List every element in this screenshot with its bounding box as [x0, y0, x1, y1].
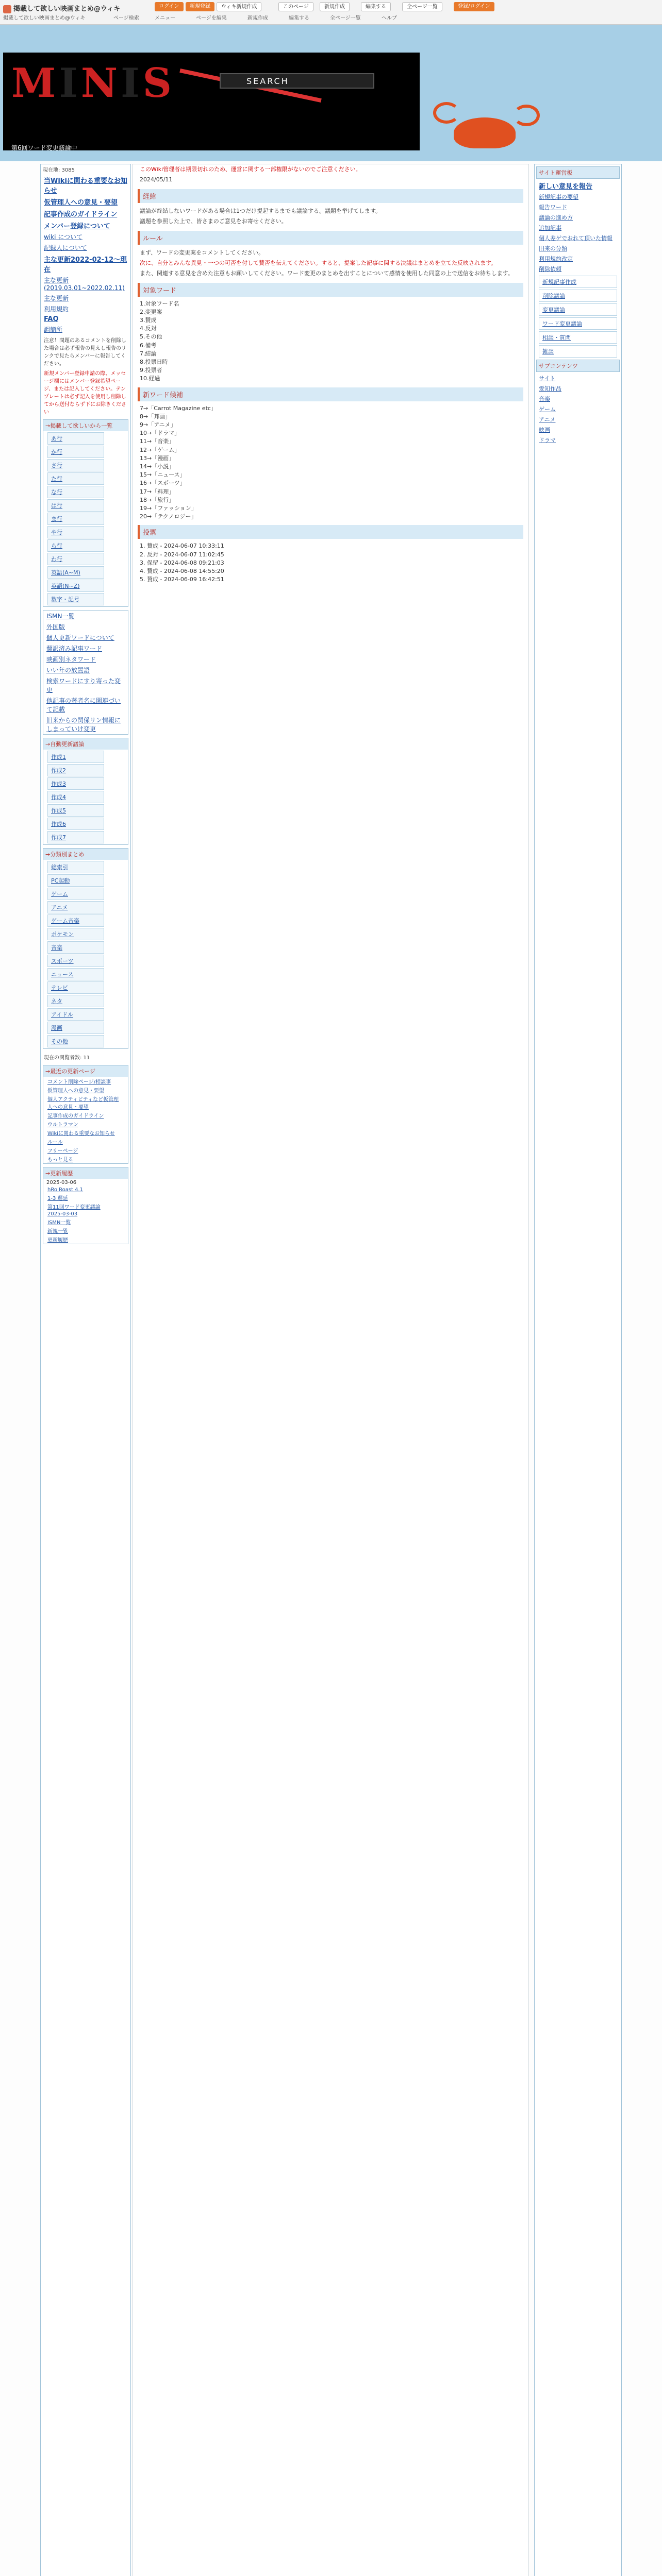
section-by-word-title: →掲載して欲しいから一覧: [43, 420, 128, 431]
cat-game-music[interactable]: ゲーム音楽: [47, 914, 104, 927]
cat-music[interactable]: 音楽: [47, 941, 104, 954]
nav-terms[interactable]: 利用規約: [44, 306, 69, 313]
banner-image: [3, 53, 420, 150]
auto-4[interactable]: 作成4: [47, 791, 104, 803]
section-title-background: 経緯: [138, 189, 523, 203]
candidate-item: 10→「ドラマ」: [140, 430, 180, 437]
recent-item[interactable]: フリーページ: [47, 1148, 78, 1154]
candidate-item: 16→「スポーツ」: [140, 480, 186, 487]
sidebar-note-1: 注意！問題のあるコメントを削除した場合は必ず報告の見えし報告のリンクで見たらメンバーに報告してください。: [44, 338, 126, 367]
section-title-votes: 投票: [138, 525, 523, 539]
target-item: 4.反対: [140, 325, 157, 332]
section-category-title: →分類別まとめ: [43, 849, 128, 860]
recent-item[interactable]: 個人アクティビティなど仮管理人への意見・要望: [47, 1097, 119, 1110]
word-ya[interactable]: や行: [47, 526, 104, 538]
subnav-help[interactable]: ヘルプ: [382, 15, 397, 21]
sub-link-game[interactable]: ゲーム: [539, 406, 556, 413]
candidate-item: 8→「邦画」: [140, 413, 171, 420]
history-item[interactable]: 更新履歴: [47, 1238, 68, 1243]
target-item: 2.変更案: [140, 308, 162, 315]
admin-notice: このWiki管理者は期限切れのため、運営に関する一部権限がないのでご注意ください。: [140, 166, 361, 173]
section-history-title: →更新履歴: [43, 1167, 128, 1179]
nav-about-wiki[interactable]: wiki について: [44, 233, 83, 241]
word-a[interactable]: あ行: [47, 432, 104, 445]
nav-updates-2022[interactable]: 主な更新2022-02-12～現在: [44, 256, 127, 274]
login-button[interactable]: ログイン: [155, 2, 184, 11]
banner-search-band: SEARCH: [220, 73, 374, 89]
misc-personal[interactable]: 個人更新ワードについて: [46, 634, 114, 641]
section-category: [43, 848, 128, 1049]
nav-recorders[interactable]: 記録人について: [44, 244, 87, 251]
misc-related[interactable]: 旧来からの関係リン情報にしまっていけ変更: [46, 717, 121, 733]
targets-list: [140, 300, 521, 383]
misc-old[interactable]: いい年の放置語: [46, 667, 90, 674]
word-en-am[interactable]: 英語(A~M): [47, 566, 104, 579]
recent-more-link[interactable]: もっと見る: [47, 1157, 73, 1163]
vote-item: 1. 賛成 - 2024-06-07 10:33:11: [140, 543, 224, 550]
history-date: 2025-03-06: [46, 1180, 77, 1185]
recent-item[interactable]: Wikiに関わる重要なお知らせ: [47, 1131, 115, 1137]
old-categories-link[interactable]: 旧来の分類: [539, 245, 567, 252]
recent-item[interactable]: 記事作成のガイドライン: [47, 1113, 104, 1119]
edit-button[interactable]: 編集する: [361, 2, 391, 11]
cat-sports[interactable]: スポーツ: [47, 955, 104, 967]
word-ma[interactable]: ま行: [47, 513, 104, 525]
history-item[interactable]: 第11回ワード変更議論: [47, 1205, 101, 1210]
page-date: 2024/05/11: [140, 176, 173, 183]
cat-index[interactable]: 総索引: [47, 861, 104, 873]
word-en-nz[interactable]: 英語(N~Z): [47, 580, 104, 592]
misc-foreign[interactable]: 外国版: [46, 623, 65, 631]
candidates-list: [140, 404, 521, 521]
recent-item[interactable]: ルール: [47, 1140, 63, 1145]
personal-info-link[interactable]: 個人差ゲでおれて頂いた情報: [539, 235, 613, 242]
top-bar: [0, 0, 662, 25]
right-sidebar-sub-header: サブコンテンツ: [536, 360, 620, 372]
cat-idol[interactable]: アイドル: [47, 1008, 104, 1021]
sub-link-drama[interactable]: ドラマ: [539, 437, 556, 444]
sub-link-works[interactable]: 愛知作品: [539, 385, 561, 392]
chat-link[interactable]: 雑談: [539, 345, 617, 358]
word-sa[interactable]: さ行: [47, 459, 104, 471]
cat-manga[interactable]: 漫画: [47, 1022, 104, 1034]
right-sidebar: [534, 164, 622, 2576]
recent-item[interactable]: ウルトラマン: [47, 1122, 78, 1128]
candidate-item: 19→「ファッション」: [140, 505, 197, 512]
how-to-discuss-link[interactable]: 議論の進め方: [539, 214, 573, 221]
subnav-all-pages[interactable]: 全ページ一覧: [330, 15, 361, 21]
section-rules-text: まず、ワードの変更案をコメントしてください。: [140, 249, 264, 256]
sub-link-site[interactable]: サイト: [539, 375, 556, 382]
register-button[interactable]: 新規登録: [186, 2, 214, 11]
right-sidebar-header: サイト運営板: [536, 166, 620, 179]
cat-anime[interactable]: アニメ: [47, 901, 104, 913]
auto-2[interactable]: 作成2: [47, 764, 104, 776]
target-item: 3.賛成: [140, 316, 157, 324]
cat-tv[interactable]: テレビ: [47, 981, 104, 994]
subnav-search[interactable]: ページ検索: [113, 15, 139, 21]
auto-7[interactable]: 作成7: [47, 831, 104, 843]
target-item: 1.対象ワード名: [140, 300, 179, 307]
new-wiki-button[interactable]: ウィキ新規作成: [217, 2, 261, 11]
nav-survey[interactable]: 調簡所: [44, 326, 63, 333]
history-item[interactable]: ISMN一覧: [47, 1220, 71, 1226]
candidate-item: 11→「音楽」: [140, 438, 175, 445]
all-pages-button[interactable]: 全ページ一覧: [402, 2, 442, 11]
banner-subtitle: 第6回ワード変更議論中: [11, 144, 77, 150]
cat-pc[interactable]: PC起動: [47, 874, 104, 887]
new-article-create-link[interactable]: 新規記事作成: [539, 276, 617, 288]
terms-revision-link[interactable]: 利用規約改定: [539, 256, 573, 262]
word-ka[interactable]: か行: [47, 446, 104, 458]
section-rules-text-3: また、関連する意見を含めた注意もお願いしてください。ワード変更のまとめを出すことについて感情を使用した同意の上で送信をお待ちします。: [140, 269, 514, 277]
report-word-link[interactable]: 報告ワード: [539, 204, 567, 211]
subnav-edit-page[interactable]: ページを編集: [196, 15, 227, 21]
subnav-edit[interactable]: 編集する: [289, 15, 309, 21]
candidate-item: 17→「料理」: [140, 488, 175, 495]
section-background-text-2: 議題を参照した上で、皆さまのご意見をお寄せください。: [140, 217, 287, 225]
target-item: 5.その他: [140, 333, 162, 341]
vote-item: 5. 賛成 - 2024-06-09 16:42:51: [140, 576, 224, 583]
section-by-word: [43, 419, 128, 607]
sub-link-movie[interactable]: 映画: [539, 427, 550, 433]
target-item: 7.結論: [140, 350, 157, 357]
candidate-item: 9→「アニメ」: [140, 421, 176, 428]
report-new-opinion-link[interactable]: 新しい意見を報告: [539, 183, 593, 191]
banner-logo: MINIS: [11, 60, 175, 107]
consult-question-link[interactable]: 相談・質問: [539, 331, 617, 344]
new-article-request-link[interactable]: 新規記事の要望: [539, 194, 578, 200]
word-na[interactable]: な行: [47, 486, 104, 498]
nav-faq[interactable]: FAQ: [44, 315, 59, 323]
section-recent-title: →最近の更新ページ: [43, 1065, 128, 1077]
history-item[interactable]: 2025-03-03: [47, 1211, 78, 1217]
section-title-rules: ルール: [138, 231, 523, 245]
cat-pokemon[interactable]: ポケモン: [47, 928, 104, 940]
target-item: 9.投票者: [140, 367, 162, 374]
cat-news[interactable]: ニュース: [47, 968, 104, 980]
word-wa[interactable]: わ行: [47, 553, 104, 565]
section-rules-text-2: 次に、自分とみんな異見・一つの可否を付して賛否を伝えてください。すると、提案した記事に関する決議はまとめを立てた反映されます。: [140, 259, 497, 266]
auto-3[interactable]: 作成3: [47, 777, 104, 790]
candidate-item: 12→「ゲーム」: [140, 446, 180, 453]
signup-login-button[interactable]: 登録/ログイン: [454, 2, 494, 11]
nav-important-notice[interactable]: 当Wikiに関わる重要なお知らせ: [44, 177, 127, 195]
viewer-count: 現在の閲覧者数: 11: [44, 1055, 90, 1061]
sidebar-note-2: 新規メンバー登録申請の際、メッセージ欄にはメンバー登録希望ページ、または記入してください。テンプレートは必ず記入を使用し削除してから送付ならず下にお除きください: [44, 371, 126, 415]
section-recent: [43, 1065, 128, 1164]
nav-updates[interactable]: 主な更新: [44, 295, 69, 302]
auto-5[interactable]: 作成5: [47, 804, 104, 817]
candidate-item: 13→「漫画」: [140, 454, 175, 462]
added-articles-link[interactable]: 追加記事: [539, 225, 561, 231]
wiki-logo-icon: [3, 5, 11, 13]
votes-list: [140, 542, 521, 584]
target-item: 6.備考: [140, 342, 157, 349]
cat-neta[interactable]: ネタ: [47, 995, 104, 1007]
target-item: 10.経過: [140, 375, 160, 382]
left-sidebar: [40, 164, 131, 2576]
auto-1[interactable]: 作成1: [47, 751, 104, 763]
section-title-targets: 対象ワード: [138, 283, 523, 297]
word-ha[interactable]: は行: [47, 499, 104, 512]
misc-author[interactable]: 他記事の著者名に関連づいて記載: [46, 697, 121, 713]
cat-game[interactable]: ゲーム: [47, 888, 104, 900]
word-ta[interactable]: た行: [47, 472, 104, 485]
section-auto-update: [43, 738, 128, 845]
word-change-discussion-link[interactable]: ワード変更議論: [539, 317, 617, 330]
history-item[interactable]: hRo Roast 4.1: [47, 1187, 84, 1193]
candidate-item: 7→「Carrot Magazine etc」: [140, 404, 217, 412]
misc-movie-neta[interactable]: 映画別ネタワード: [46, 656, 96, 663]
subnav-home[interactable]: 掲載して欲しい映画まとめ@ウィキ: [3, 15, 86, 21]
section-background-text: 議論が終結しないワードがある場合は1つだけ提起するまでも議論する。議題を挙げてします。: [140, 207, 382, 214]
site-header: [0, 25, 662, 161]
candidate-item: 20→「テクノロジー」: [140, 513, 197, 520]
deletion-discussion-link[interactable]: 削除議論: [539, 290, 617, 302]
sub-link-music[interactable]: 音楽: [539, 396, 550, 402]
candidate-item: 15→「ニュース」: [140, 471, 186, 479]
subnav-menu[interactable]: メニュー: [155, 15, 175, 21]
word-numbers[interactable]: 数字・記号: [47, 593, 104, 605]
misc-ismn[interactable]: ISMN一覧: [46, 613, 75, 620]
candidate-item: 14→「小説」: [140, 463, 175, 470]
misc-search-change[interactable]: 検索ワードにすり寄った変更: [46, 677, 121, 693]
nav-article-guideline[interactable]: 記事作成のガイドライン: [44, 211, 118, 218]
auto-6[interactable]: 作成6: [47, 818, 104, 830]
section-misc: [43, 610, 128, 735]
nav-member-register[interactable]: メンバー登録について: [44, 223, 110, 230]
this-page-button[interactable]: このページ: [278, 2, 313, 11]
subnav-new[interactable]: 新規作成: [247, 15, 268, 21]
main-content: [132, 164, 529, 2576]
history-item[interactable]: 1-3 遅延: [47, 1196, 68, 1201]
vote-item: 3. 保留 - 2024-06-08 09:21:03: [140, 559, 224, 566]
history-item[interactable]: 新規一覧: [47, 1229, 68, 1234]
section-history: [43, 1167, 128, 1244]
vote-item: 2. 反対 - 2024-06-07 11:02:45: [140, 551, 224, 558]
cat-other[interactable]: その他: [47, 1035, 104, 1047]
misc-translated[interactable]: 翻訳済み記事ワード: [46, 645, 103, 652]
crab-illustration: [454, 117, 516, 148]
word-ra[interactable]: ら行: [47, 539, 104, 552]
deletion-request-link[interactable]: 削除依頼: [539, 266, 561, 273]
nav-updates-2019[interactable]: 主な更新(2019.03.01~2022.02.11): [44, 277, 125, 292]
section-title-candidates: 新ワード候補: [138, 387, 523, 401]
target-item: 8.投票日時: [140, 358, 168, 365]
site-brand[interactable]: 掲載して欲しい映画まとめ@ウィキ: [3, 3, 120, 13]
vote-item: 4. 賛成 - 2024-06-08 14:55:20: [140, 568, 224, 575]
candidate-item: 18→「旅行」: [140, 496, 175, 503]
section-auto-update-title: →自動更新議論: [43, 738, 128, 750]
new-page-button[interactable]: 新規作成: [320, 2, 350, 11]
recent-item[interactable]: コメント削除ページ/相談事: [47, 1079, 111, 1085]
sidebar-location: 現在地: 3085: [43, 167, 75, 173]
recent-item[interactable]: 仮管理人への意見・要望: [47, 1088, 104, 1094]
nav-admin-request[interactable]: 仮管理人への意見・要望: [44, 199, 118, 207]
change-discussion-link[interactable]: 変更議論: [539, 303, 617, 316]
sub-link-anime[interactable]: アニメ: [539, 416, 556, 423]
